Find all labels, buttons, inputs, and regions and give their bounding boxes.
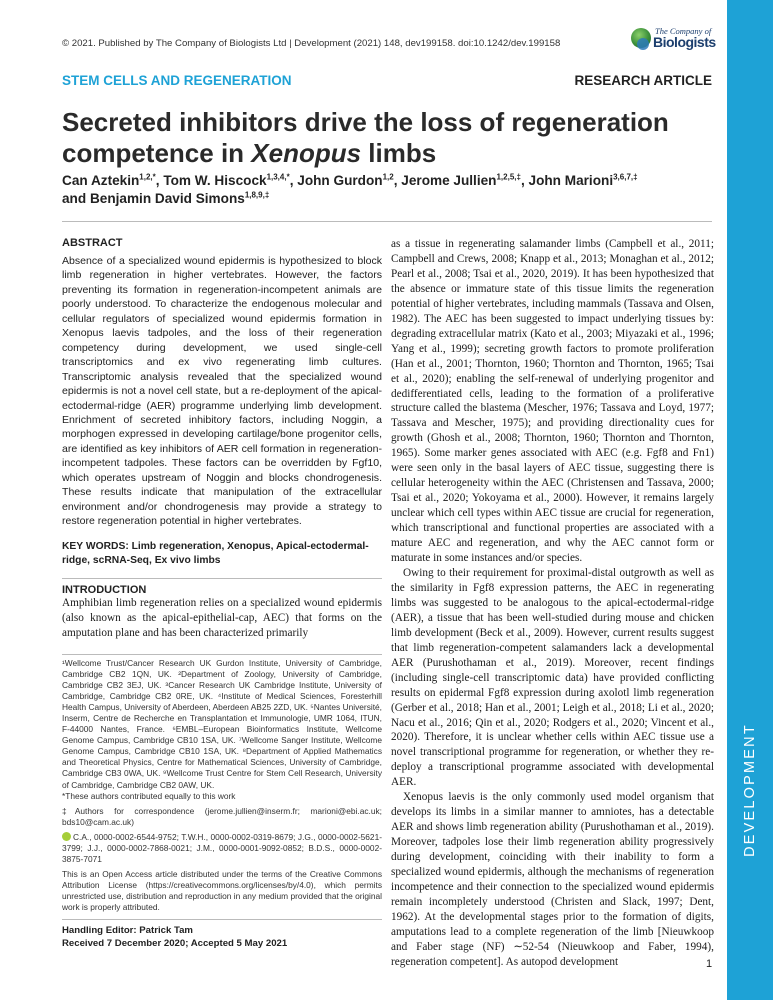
company-of-biologists-logo[interactable] bbox=[631, 24, 715, 58]
received-dates: Received 7 December 2020; Accepted 5 May 2021 bbox=[62, 937, 288, 949]
author[interactable]: Tom W. Hiscock bbox=[163, 173, 267, 188]
handling-editor: Handling Editor: Patrick Tam bbox=[62, 925, 193, 937]
author[interactable]: Benjamin David Simons bbox=[89, 191, 245, 206]
paragraph: Owing to their requirement for proximal-distal outgrowth as well as the similarity in Fgf8 expression patterns, the AEC in regenerating limbs was suggested to be analogous to the apical-ectodermal-ridge (AER), a tissue that has been well-studied during mouse and chicken limb development (Beck et al., 2009). However, current results suggest that limb regeneration-competent salamanders lack a developmental AER (Purushothaman et al., 2019). Moreover, recent findings (including single-cell transcriptomic data) have provided conflicting results on epidermal Fgf8 expression during axolotl limb regeneration (Gerber et al., 2018; Han et al., 2001; Leigh et al., 2018; Li et al., 2020; Nacu et al., 2016; Qin et al., 2020; Rodgers et al., 2020; Vincent et al., 2020). Therefore, it is unclear whether cells within AEC tissue use a novel transcriptional programme for regeneration, or whether they re-deploy a transcriptional programme associated with developmental AER. bbox=[391, 566, 714, 789]
author-list: Can Aztekin$^{1,2,*}$, Tom W. Hiscock$^{1,3,4,*}$, John Gurdon$^{1,2}$, Jerome Jullien$^{1,2,5,\ddagger}$, John Marioni$^{3,6,7,\ddagger}$ and Benjamin David Simons$^{1,8,9,\ddagger}$ bbox=[62, 172, 638, 206]
orcid-list[interactable]: C.A., 0000-0002-6544-9752; T.W.H., 0000-0002-0319-8679; J.G., 0000-0002-5621-3799; J.J., 0000-0002-7868-0021; J.M., 0000-0001-9092-0852; B.D.S., 0000-0002-3875-7071 bbox=[62, 831, 382, 864]
keywords-label: KEY WORDS: bbox=[62, 540, 129, 552]
introduction-body bbox=[62, 596, 382, 641]
paragraph: as a tissue in regenerating salamander limbs (Campbell et al., 2011; Campbell and Crews, 2008; Knapp et al., 2013; Monaghan et al., 2012; Pearl et al., 2008; Tsai et al., 2020, 2019). It has been hypothesized that the absence or immature state of this tissue limits the regeneration potential of higher vertebrates, including mammals (Tassava and Olsen, 1982). The AEC has been suggested to impact underlying tissues by: degrading extracellular matrix (Kato et al., 2003; Miyazaki et al., 1996; Yang et al., 1999); secreting growth factors to promote proliferation (Han et al., 2001; Thornton, 1960; Thornton and Thornton, 1965; Tsai et al., 2020); enabling the self-renewal of underlying progenitor and dedifferentiated cells, leading to the formation of a proliferative structure called the blastema (Mescher, 1976; Tassava and Loyd, 1977; Tassava and Mescher, 1975); and providing directionality cues for growth (Ghosh et al., 2008; Thornton, 1960; Thornton and Thornton, 1965). Some marker genes associated with AEC (e.g. Fgf8 and Fn1) were seen only in the basal layers of AEC tissue, suggesting there is cellular heterogeneity within the AEC (Christensen and Tassava, 2000; Tsai et al., 2020; Yokoyama et al., 2000). However, it remains largely unclear which cell types within AEC tissue are crucial for regeneration, which transcriptional and functional properties are associated with a mature AEC and regeneration, and why the AEC cannot form or maturate in some instances and/or species. bbox=[391, 238, 714, 565]
author[interactable]: John Marioni bbox=[528, 173, 614, 188]
correspondence[interactable]: ‡Authors for correspondence (jerome.jullien@inserm.fr; marioni@ebi.ac.uk; bds10@cam.ac.uk) bbox=[62, 805, 382, 827]
citation-line: © 2021. Published by The Company of Biologists Ltd | Development (2021) 148, dev199158. doi:10.1242/dev.199158 bbox=[62, 38, 561, 49]
footnotes bbox=[62, 654, 382, 950]
abstract-text: Absence of a specialized wound epidermis is hypothesized to block limb regeneration in higher vertebrates. However, the factors preventing its formation in regeneration-incompetent animals are poorly understood. To characterize the endogenous molecular and cellular regulators of specialized wound epidermis formation in Xenopus laevis tadpoles, and the loss of their regeneration competency during development, we used single-cell transcriptomics and ex vivo regenerating limb cultures. Transcriptomic analysis revealed that the specialized wound epidermis is not a novel cell state, but a re-deployment of the apical-ectodermal-ridge (AER) programme underlying limb development. Enrichment of secreted inhibitory factors, including Noggin, a morphogen expressed in developing cartilage/bone progenitor cells, are identified as key inhibitors of AER cell formation in regeneration-incompetent tadpoles. These factors can be overridden by Fgf10, which operates upstream of Noggin and blocks chondrogenesis. These results indicate that manipulation of the extracellular environment and/or chondrogenesis may provide a strategy to restore regeneration potential in higher vertebrates. bbox=[62, 255, 382, 528]
journal-name: DEVELOPMENT bbox=[742, 723, 758, 857]
page-number: 1 bbox=[706, 958, 713, 970]
right-column bbox=[391, 237, 714, 970]
abstract-heading: ABSTRACT bbox=[62, 237, 123, 249]
logo-line-2: Biologists bbox=[653, 34, 716, 50]
globe-accent-icon bbox=[637, 38, 649, 50]
license[interactable]: This is an Open Access article distributed under the terms of the Creative Commons Attribution License (https://creativecommons.org/licenses/by/4.0), which permits unrestricted use, distribution and reproduction in any medium provided that the original work is properly attributed. bbox=[62, 868, 382, 912]
editor-info bbox=[62, 919, 382, 950]
keywords-text: Limb regeneration, Xenopus, Apical-ectodermal-ridge, scRNA-Seq, Ex vivo limbs bbox=[62, 540, 369, 566]
author[interactable]: Jerome Jullien bbox=[401, 173, 497, 188]
title-part-1: Secreted inhibitors drive the loss of regeneration competence in bbox=[62, 107, 669, 168]
affiliations: ¹Wellcome Trust/Cancer Research UK Gurdon Institute, University of Cambridge, Cambridge CB2 1QN, UK. ²Department of Zoology, University of Cambridge, Cambridge CB2 3EJ, UK. ³Cancer Research UK Cambridge Institute, University of Cambridge, Cambridge CB2 0RE, UK. ⁴Institute of Medical Sciences, Foresterhill Health Campus, University of Aberdeen, Aberdeen AB25 2ZD, UK. ⁵Nantes Université, Inserm, Centre de Recherche en Transplantation et Immunologie, UMR 1064, ITUN, F-44000 Nantes, France. ⁶EMBL–European Bioinformatics Institute, Wellcome Genome Campus, Cambridge CB10 1SA, UK. ⁷Wellcome Sanger Institute, Wellcome Genome Campus, Cambridge CB10 1SA, UK. ⁸Department of Applied Mathematics and Theoretical Physics, Centre for Mathematical Sciences, University of Cambridge, Cambridge CB3 0WA, UK. ⁹Wellcome Trust Centre for Stem Cell Research, University of Cambridge, Cambridge CB2 0AW, UK. bbox=[62, 658, 382, 790]
author[interactable]: John Gurdon bbox=[297, 173, 383, 188]
author[interactable]: Can Aztekin bbox=[62, 173, 140, 188]
title-part-2: limbs bbox=[361, 138, 437, 168]
article-type: RESEARCH ARTICLE bbox=[574, 73, 712, 88]
section-label: STEM CELLS AND REGENERATION bbox=[62, 73, 292, 88]
keywords bbox=[62, 540, 382, 568]
divider bbox=[62, 221, 712, 222]
equal-contribution-note: *These authors contributed equally to this work bbox=[62, 790, 236, 801]
left-column bbox=[62, 237, 382, 640]
paragraph: Xenopus laevis is the only commonly used model organism that develops its limbs in a similar manner to amniotes, has a detectable AER and shows limb regeneration ability (Purushothaman et al., 2019). Moreover, tadpoles lose their limb regeneration ability progressively during development, coinciding with their inability to form a specialized wound epidermis, although the mechanisms of regeneration incompetence and their connection to the specialized wound epidermis remain incompletely understood (Christen and Slack, 1997; Dent, 1962). At the developmental stages prior to the formation of digits, amputations lead to a complete regeneration of the limb [Nieuwkoop and Faber stage (NF) ∼52-54 (Nieuwkoop and Faber, 1994), regeneration competent]. As autopod development bbox=[391, 791, 714, 968]
article-title bbox=[62, 107, 712, 169]
logo-line-1: The Company of bbox=[655, 26, 712, 36]
title-italic: Xenopus bbox=[251, 138, 362, 168]
orcid-icon bbox=[62, 832, 71, 841]
paragraph: Amphibian limb regeneration relies on a specialized wound epidermis (also known as the apical-epithelial-cap, AEC) that forms on the amputation plane and has been characterized primarily bbox=[62, 596, 382, 639]
introduction-heading: INTRODUCTION bbox=[62, 583, 147, 596]
divider bbox=[62, 578, 382, 579]
journal-sidebar-label bbox=[727, 640, 773, 940]
